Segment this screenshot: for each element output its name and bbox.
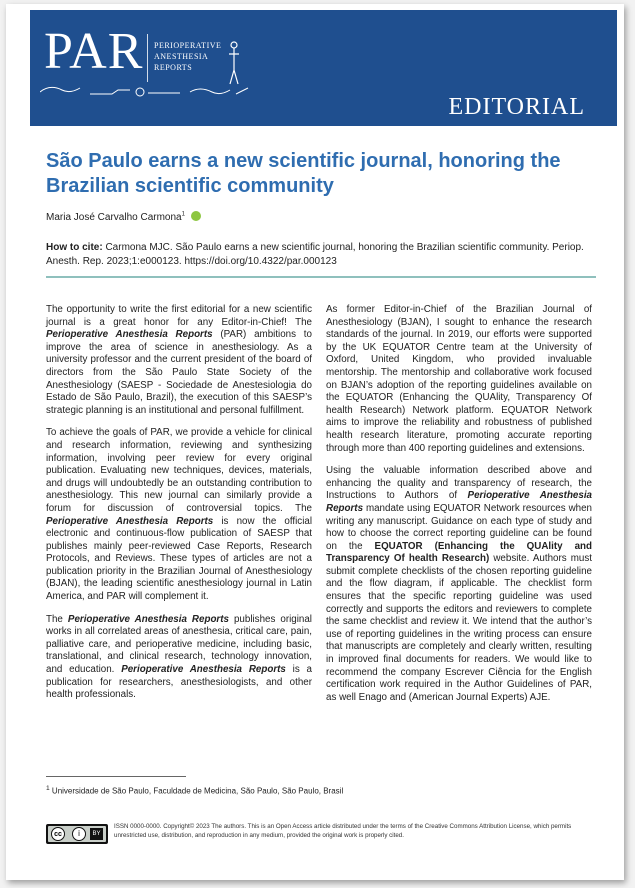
cite-label: How to cite: (46, 242, 103, 253)
how-to-cite (46, 241, 596, 269)
cc-icon: cc (51, 827, 65, 841)
right-column (326, 304, 592, 714)
attribution-icon: i (72, 827, 86, 841)
journal-logo: PAR (44, 23, 144, 80)
by-label: BY (90, 828, 103, 840)
affiliation-footnote: $^1$ Universidade de São Paulo, Faculdade de Medicina, São Paulo, São Paulo, Brasil (46, 785, 344, 796)
paragraph: Using the valuable information described above and enhancing the quality and transparency of research, the Instructions to Authors of Perioperative Anesthesia Reports mandate using EQUATOR Network resources when writing any manuscript. Guidance on each type of study and how to choose the correct reporting guideline can be found on the EQUATOR (Enhancing the QUAlity and Transparency Of health Research) website. Authors must submit complete checklists of the chosen reporting guideline and the flow diagram, if applicable. The checklist form ensures that the specific reporting guideline was used correctly and supports the editors and reviewers to complete the same checklist and review it. We intend that the author’s use of reporting guidelines in the writing process can ensure that manuscripts are completely and clearly written, resulting in improved final documents for readers. We would like to recommend the company Escrever Ciência for the English certification work required in the Author Guidelines of PAR, as well Enago and (American Journal Experts) AJE. (326, 465, 593, 703)
paragraph: The opportunity to write the first editorial for a new scientific journal is a great honor for any Editor-in-Chief! The Perioperative Anesthesia Reports (PAR) ambitions to improve the area of science in anesthesiology. As a university professor and the current president of the board of directors from the São Paulo State Society of the Anesthesiology (SAESP - Sociedade de Anestesiologia do Estado de São Paulo, Brazil), the execution of this SAESP’s strategic planning is an institutional and personal fulfillment. (46, 304, 312, 416)
journal-name-emphasis: Perioperative Anesthesia Reports (121, 664, 286, 676)
license-text: ISSN 0000-0000. Copyright© 2023 The authors. This is an Open Access article distributed under the terms of the Creative Commons Attribution License, which permits unrestricted use, distribution, and reproduction in any medium, provided the original work is properly cited. (114, 823, 572, 839)
journal-name-emphasis: Perioperative Anesthesia Reports (326, 490, 593, 514)
section-divider (46, 276, 596, 278)
section-label: EDITORIAL (448, 94, 585, 120)
paragraph: To achieve the goals of PAR, we provide a vehicle for clinical and research information, reviewing and synthesizing information, involving peer review for every original publication. Evaluating new techniques, devices, materials, and drugs will undoubtedly be an outstanding contribution to anesthesiology. This new journal can similarly provide a forum for discussion of controversial topics. The Perioperative Anesthesia Reports is now the official electronic and continuous-flow publication of SAESP that publishes mainly peer-reviewed Case Reports, Research Protocols, and Reviews. These types of articles are not a publication priority in the Brazilian Journal of Anesthesiology (BJAN), the leading scientific anesthesiology journal in Latin America, and PAR will complement it. (46, 427, 312, 603)
cc-by-license-badge[interactable] (46, 824, 108, 844)
paragraph: The Perioperative Anesthesia Reports publishes original works in all correlated areas of anesthesia, critical care, pain, palliative care, and perioperative medicine, including basic, translational, and clinical research, technology innovation, and education. Perioperative Anesthesia Reports is a publication for researchers, anesthesiologists, and other health professionals. (46, 613, 313, 701)
figures-illustration-icon (40, 80, 250, 102)
article-page (6, 4, 624, 880)
author-affiliation-mark: 1 (181, 211, 185, 218)
logo-divider (147, 34, 148, 82)
journal-name-emphasis: Perioperative Anesthesia Reports (46, 329, 213, 341)
left-column (46, 304, 312, 712)
author-line (46, 211, 201, 223)
paragraph: As former Editor-in-Chief of the Brazilian Journal of Anesthesiology (BJAN), I sought to enhance the research standards of the journal. In 2019, our efforts were supported by the UK EQUATOR Centre team at the University of Oxford, United Kingdom, who provided invaluable mentorship. The mentorship and collaborative work focused on BJAN’s adoption of the reporting guidelines available on the EQUATOR (Enhancing the QUAlity, Transparency Of health Research) Network platform. EQUATOR Network aims to improve the reliability and robustness of published health research literature, promoting accurate reporting through more than 400 reporting guidelines and extensions. (326, 304, 592, 454)
equator-link[interactable]: EQUATOR (Enhancing the QUAlity and Transparency Of health Research) (326, 540, 592, 565)
journal-header (30, 10, 617, 126)
footnote-divider (46, 776, 186, 777)
author-name: Maria José Carvalho Carmona (46, 212, 182, 223)
cite-text: Carmona MJC. São Paulo earns a new scientific journal, honoring the Brazilian scientific community. Periop. Anesth. Rep. 2023;1:e000123. https://doi.org/10.4322/par.000123 (46, 242, 584, 267)
journal-name-emphasis: Perioperative Anesthesia Reports (67, 613, 229, 625)
orcid-icon[interactable] (191, 211, 201, 221)
journal-name-emphasis: Perioperative Anesthesia Reports (46, 515, 214, 527)
article-title: São Paulo earns a new scientific journal, honoring the Brazilian scientific community (46, 150, 561, 197)
journal-logo-subtitle: PERIOPERATIVE ANESTHESIA REPORTS (154, 41, 222, 72)
